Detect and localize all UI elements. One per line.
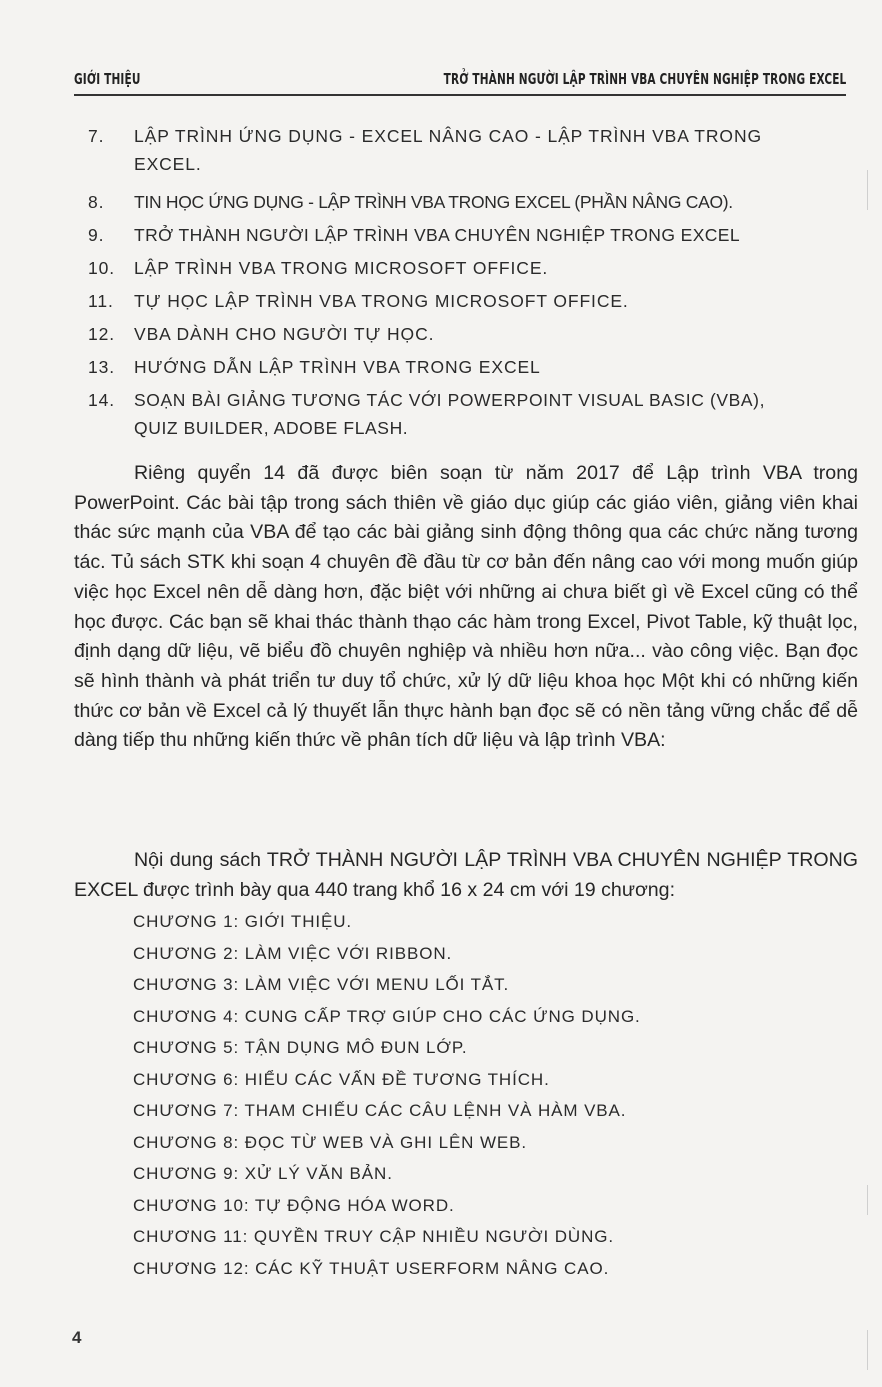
list-item-number: 14. [88, 390, 116, 410]
list-item-text: TIN HỌC ỨNG DỤNG - LẬP TRÌNH VBA TRONG EXCEL (PHẦN NÂNG CAO). [134, 192, 733, 212]
chapter-item: CHƯƠNG 10: TỰ ĐỘNG HÓA WORD. [133, 1195, 455, 1215]
list-item-number: 8. [88, 192, 105, 212]
chapter-item: CHƯƠNG 5: TẬN DỤNG MÔ ĐUN LỚP. [133, 1038, 468, 1057]
header-section-title: GIỚI THIỆU [74, 70, 141, 88]
running-header [74, 62, 846, 96]
chapter-list [133, 906, 641, 1284]
list-item-number: 12. [88, 324, 116, 344]
list-item-text: LẬP TRÌNH ỨNG DỤNG - EXCEL NÂNG CAO - LẬP TRÌNH VBA TRONG EXCEL. [134, 126, 762, 174]
list-item-number: 7. [88, 126, 105, 146]
chapter-item: CHƯƠNG 9: XỬ LÝ VĂN BẢN. [133, 1164, 393, 1183]
paragraph-text: Riêng quyển 14 đã được biên soạn từ năm 2017 để Lập trình VBA trong PowerPoint. Các bài tập trong sách thiên về giáo dục giúp các giáo viên, giảng viên khai thác sức mạnh của VBA để tạo các bài giảng sinh động thông qua các chức năng tương tác. Tủ sách STK khi soạn 4 chuyên đề đầu từ cơ bản đến nâng cao với mong muốn giúp việc học Excel nên dễ dàng hơn, đặc biệt với những ai chưa biết gì về Excel cũng có thể học được. Các bạn sẽ khai thác thành thạo các hàm trong Excel, Pivot Table, kỹ thuật lọc, định dạng dữ liệu, vẽ biểu đồ chuyên nghiệp và nhiều hơn nữa... vào công việc. Bạn đọc sẽ hình thành và phát triển tư duy tổ chức, xử lý dữ liệu khoa học Một khi có những kiến thức cơ bản về Excel cả lý thuyết lẫn thực hành bạn đọc sẽ có nền tảng vững chắc để dễ dàng tiếp thu những kiến thức về phân tích dữ liệu và lập trình VBA: [74, 462, 858, 752]
chapter-item: CHƯƠNG 12: CÁC KỸ THUẬT USERFORM NÂNG CAO. [133, 1258, 610, 1278]
page-edge-mark [867, 170, 868, 210]
list-item-text: TRỞ THÀNH NGƯỜI LẬP TRÌNH VBA CHUYÊN NGHIỆP TRONG EXCEL [134, 225, 741, 245]
list-item-text: TỰ HỌC LẬP TRÌNH VBA TRONG MICROSOFT OFFICE. [134, 291, 629, 311]
intro-paragraph [74, 459, 858, 756]
list-item-text: VBA DÀNH CHO NGƯỜI TỰ HỌC. [134, 324, 435, 344]
page-number: 4 [72, 1328, 82, 1347]
list-item [88, 122, 858, 178]
book-list [88, 122, 858, 442]
list-item-number: 10. [88, 258, 116, 278]
list-item-number: 11. [88, 291, 114, 311]
page-edge-mark [867, 1185, 868, 1215]
header-book-title: TRỞ THÀNH NGƯỜI LẬP TRÌNH VBA CHUYÊN NGHIỆP TRONG EXCEL [443, 70, 846, 88]
chapter-item: CHƯƠNG 11: QUYỀN TRUY CẬP NHIỀU NGƯỜI DÙNG. [133, 1227, 615, 1246]
chapter-item: CHƯƠNG 7: THAM CHIẾU CÁC CÂU LỆNH VÀ HÀM VBA. [133, 1101, 627, 1120]
chapter-item: CHƯƠNG 4: CUNG CẤP TRỢ GIÚP CHO CÁC ỨNG DỤNG. [133, 1006, 641, 1026]
list-item [88, 386, 858, 442]
list-item [88, 188, 858, 216]
chapter-item: CHƯƠNG 6: HIỂU CÁC VẤN ĐỀ TƯƠNG THÍCH. [133, 1069, 550, 1089]
list-item [88, 353, 858, 381]
contents-paragraph [74, 846, 858, 905]
chapter-item: CHƯƠNG 1: GIỚI THIỆU. [133, 912, 353, 931]
list-item-text: SOẠN BÀI GIẢNG TƯƠNG TÁC VỚI POWERPOINT VISUAL BASIC (VBA), QUIZ BUILDER, ADOBE FLASH. [134, 390, 766, 438]
chapter-item: CHƯƠNG 3: LÀM VIỆC VỚI MENU LỐI TẮT. [133, 975, 510, 994]
list-item [88, 221, 858, 249]
chapter-item: CHƯƠNG 8: ĐỌC TỪ WEB VÀ GHI LÊN WEB. [133, 1132, 528, 1152]
list-item-text: HƯỚNG DẪN LẬP TRÌNH VBA TRONG EXCEL [134, 357, 541, 377]
list-item [88, 320, 858, 348]
paragraph-text: Nội dung sách TRỞ THÀNH NGƯỜI LẬP TRÌNH VBA CHUYÊN NGHIỆP TRONG EXCEL được trình bày qua 440 trang khổ 16 x 24 cm với 19 chương: [74, 849, 858, 901]
list-item [88, 254, 858, 282]
page-edge-mark [867, 1330, 868, 1370]
list-item-number: 13. [88, 357, 116, 377]
list-item [88, 287, 858, 315]
chapter-item: CHƯƠNG 2: LÀM VIỆC VỚI RIBBON. [133, 943, 453, 963]
list-item-number: 9. [88, 225, 105, 245]
list-item-text: LẬP TRÌNH VBA TRONG MICROSOFT OFFICE. [134, 258, 549, 278]
